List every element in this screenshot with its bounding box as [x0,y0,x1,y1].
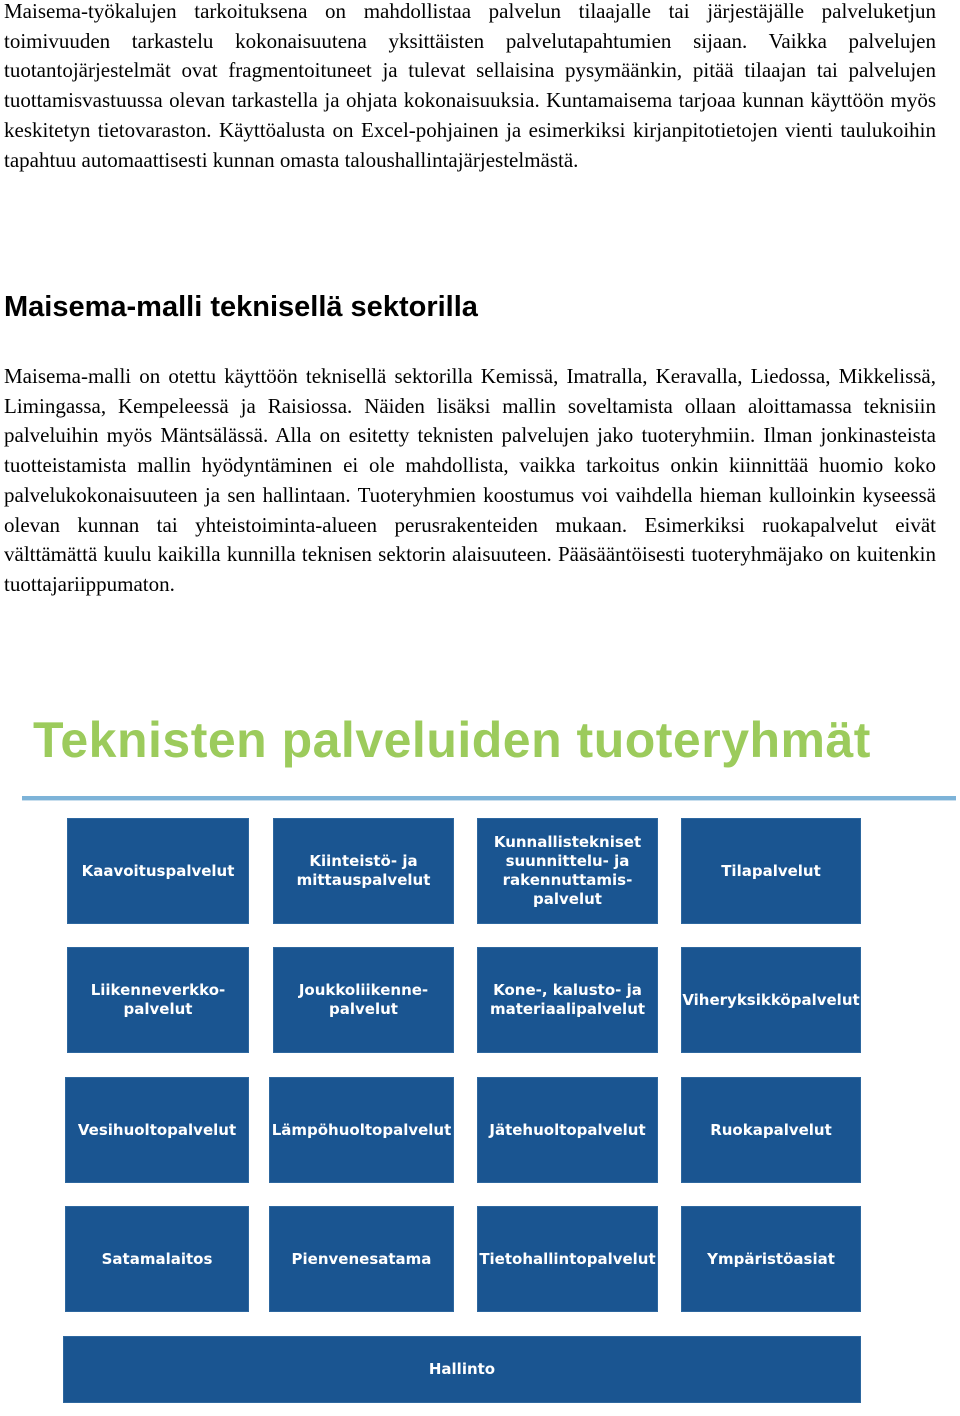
product-group-label: Pienvenesatama [291,1249,432,1268]
product-group-label: Tietohallintopalvelut [479,1249,656,1268]
product-group-box [681,1206,861,1312]
product-group-box [477,947,658,1053]
product-group-label: Kone-, kalusto- ja materiaalipalvelut [489,981,646,1018]
product-groups-figure [0,700,960,1416]
figure-divider-light [22,800,956,801]
product-group-label: Kiinteistö- ja mittauspalvelut [296,852,431,889]
product-group-box [65,1206,249,1312]
product-group-label: Kunnallistekniset suunnittelu- ja rakennuttamis- palvelut [493,833,642,908]
product-group-label: Lämpöhuoltopalvelut [271,1120,452,1139]
product-group-label: Satamalaitos [101,1249,213,1268]
product-group-box [681,818,861,924]
product-group-box [273,947,454,1053]
product-group-box [269,1206,454,1312]
product-group-box [269,1077,454,1183]
product-group-box [273,818,454,924]
product-group-label: Liikenneverkko- palvelut [90,981,226,1018]
product-group-box [67,818,249,924]
product-group-label: Kaavoituspalvelut [81,861,235,880]
product-group-box [477,818,658,924]
product-group-box [67,947,249,1053]
product-group-box [477,1077,658,1183]
product-group-label: Vesihuoltopalvelut [77,1120,237,1139]
product-group-box [681,1077,861,1183]
product-group-label: Tilapalvelut [721,861,821,880]
product-group-label: Joukkoliikenne- palvelut [298,981,429,1018]
figure-title: Teknisten palveluiden tuoteryhmät [33,712,871,768]
product-group-label: Ympäristöasiat [707,1249,835,1268]
section-heading: Maisema-malli teknisellä sektorilla [4,291,478,323]
product-group-label: Jätehuoltopalvelut [489,1120,646,1139]
product-group-box [681,947,861,1053]
administration-label: Hallinto [428,1360,496,1378]
body-paragraph: Maisema-malli on otettu käyttöön teknisellä sektorilla Kemissä, Imatralla, Keravalla, Liedossa, Mikkelissä, Limingassa, Kempeleessä ja Raisiossa. Näiden lisäksi mallin soveltamista ollaan aloittamassa teknisiin palveluihin myös Mäntsälässä. Alla on esitetty teknisten palvelujen jako tuoteryhmiin. Ilman jonkinasteista tuotteistamista mallin hyödyntäminen ei ole mahdollista, vaikka tarkoitus onkin kiinnittää huomio koko palvelukokonaisuuteen ja sen hallintaan. Tuoteryhmien koostumus voi vaihdella hieman kulloinkin kyseessä olevan kunnan tai yhteistoiminta-alueen perusrakenteiden mukaan. Esimerkiksi ruokapalvelut eivät välttämättä kuulu kaikilla kunnilla teknisen sektorin alaisuuteen. Pääsääntöisesti tuoteryhmäjako on kuitenkin tuottajariippumaton. [4,364,936,596]
intro-paragraph: Maisema-työkalujen tarkoituksena on mahdollistaa palvelun tilaajalle tai järjestäjälle palveluketjun toimivuuden tarkastelu kokonaisuutena yksittäisten palvelutapahtumien sijaan. Vaikka palvelujen tuotantojärjestelmät ovat fragmentoituneet ja tulevat sellaisina pysymäänkin, pitää tilaajan tai palvelujen tuottamisvastuussa olevan tarkastella ja ohjata kokonaisuuksia. Kuntamaisema tarjoaa kunnan käyttöön myös keskitetyn tietovaraston. Käyttöalusta on Excel-pohjainen ja esimerkiksi kirjanpitotietojen vienti taulukoihin tapahtuu automaattisesti kunnan omasta taloushallintajärjestelmästä. [4,0,936,172]
product-group-label: Ruokapalvelut [710,1120,832,1139]
product-group-box [65,1077,249,1183]
product-group-label: Viheryksikköpalvelut [682,990,860,1009]
administration-box [63,1336,861,1403]
product-group-box [477,1206,658,1312]
